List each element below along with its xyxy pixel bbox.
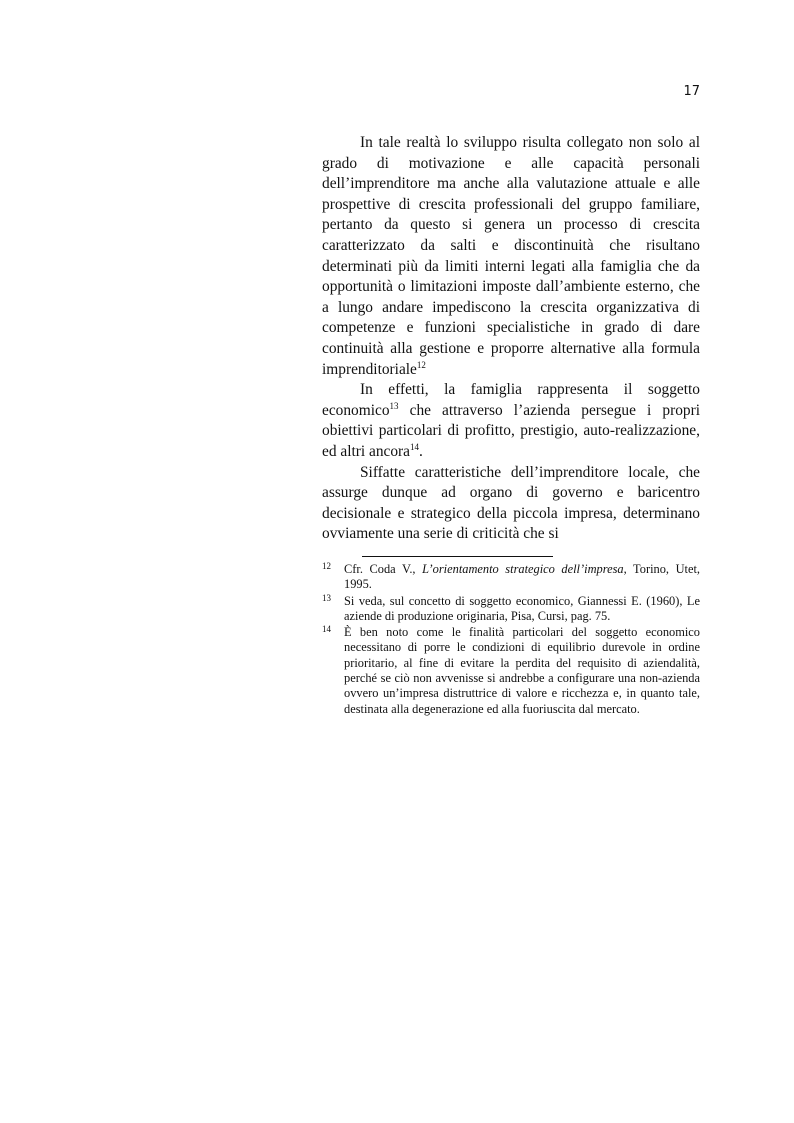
footnote-14 bbox=[322, 625, 700, 717]
footnote-ref-14[interactable]: 14 bbox=[410, 441, 420, 452]
footnote-number: 13 bbox=[322, 592, 331, 603]
paragraph-3 bbox=[322, 463, 700, 545]
footnote-separator bbox=[362, 556, 553, 557]
paragraph-2-text-c: . bbox=[419, 442, 423, 460]
footnote-12-post: , Torino, Utet, 1995. bbox=[344, 562, 700, 592]
page-number: 17 bbox=[683, 84, 700, 99]
paragraph-2-text-a: In effetti, la famiglia rappresenta il soggetto economico bbox=[322, 381, 700, 419]
footnote-12-pre: Cfr. Coda V., bbox=[344, 562, 423, 576]
footnote-ref-12[interactable]: 12 bbox=[416, 359, 426, 370]
footnotes bbox=[322, 562, 700, 718]
footnote-ref-13[interactable]: 13 bbox=[389, 400, 399, 411]
footnote-text bbox=[344, 562, 700, 593]
footnote-number: 14 bbox=[322, 624, 331, 635]
footnote-number: 12 bbox=[322, 561, 331, 571]
footnote-13 bbox=[322, 594, 700, 625]
paragraph-2-text-b: che attraverso l’azienda persegue i propri obiettivi particolari di profitto, prestigio, auto-realizzazione, ed altri ancora bbox=[322, 401, 700, 460]
paragraph-2 bbox=[322, 380, 700, 462]
paragraph-3-text: Siffatte caratteristiche dell’imprenditore locale, che assurge dunque ad organo di governo e baricentro decisionale e strategico della piccola impresa, determinano ovviamente una serie di criticità che si bbox=[322, 463, 700, 543]
footnote-text: È ben noto come le finalità particolari del soggetto economico necessitano di porre le condizioni di equilibrio durevole in ordine prioritario, al fine di evitare la perdita del requisito di aziendalità, perché se ciò non avvenisse si andrebbe a configurare una non-azienda ovvero un’impresa distruttrice di valore e ricchezza e, in quanto tale, destinata alla degenerazione ed alla fuoriuscita dal mercato. bbox=[344, 625, 700, 716]
footnote-12-title: L’orientamento strategico dell’impresa bbox=[422, 562, 624, 576]
footnote-12 bbox=[322, 562, 700, 593]
paragraph-1-text: In tale realtà lo sviluppo risulta collegato non solo al grado di motivazione e alle capacità personali dell’imprenditore ma anche alla valutazione attuale e alle prospettive di crescita professionali del gruppo familiare, pertanto da questo si genera un processo di crescita caratterizzato da salti e discontinuità che risultano determinati più da limiti interni legati alla famiglia che da opportunità o limitazioni imposte dall’ambiente esterno, che a lungo andare impediscono la crescita organizzativa di competenze e funzioni specialistiche in grado di dare continuità alla gestione e proporre alternative alla formula imprenditoriale bbox=[322, 134, 700, 378]
body-text bbox=[322, 133, 700, 545]
footnote-text: Si veda, sul concetto di soggetto economico, Giannessi E. (1960), Le aziende di produzione originaria, Pisa, Cursi, pag. 75. bbox=[344, 593, 700, 623]
paragraph-1 bbox=[322, 133, 700, 380]
